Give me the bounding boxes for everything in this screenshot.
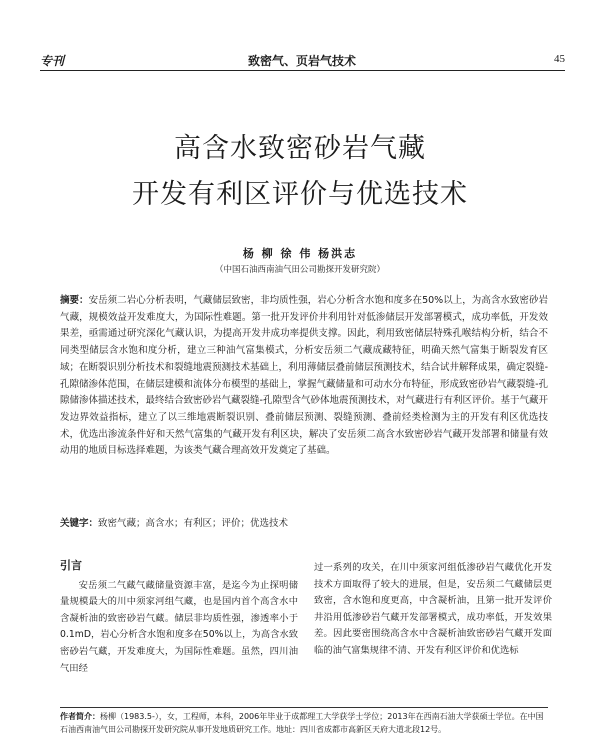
title-line-2: 开发有利区评价与优选技术 [132, 179, 468, 210]
body-column-right [314, 560, 552, 660]
intro-paragraph-left: 安岳须二气藏气藏储量资源丰富，是迄今为止探明储量规模最大的川中须家河组气藏，也是国内首个高含水中含凝析油的致密砂岩气藏。储层非均质性强，渗透率小于0.1mD，岩心分析含水饱和度多在50%以上，为高含水致密砂岩气藏，开发难度大，为国际性难题。虽然，四川油气田经 [60, 579, 298, 674]
running-header [40, 50, 565, 71]
keywords-label: 关键字： [60, 518, 99, 529]
abstract [60, 293, 548, 460]
abstract-label: 摘要： [60, 295, 89, 306]
keywords-text: 致密气藏；高含水；有利区；评价；优选技术 [98, 518, 289, 529]
journal-label: 专刊 [40, 54, 65, 68]
authors: 杨 柳 徐 伟 杨洪志 [242, 247, 358, 260]
paper-title [40, 126, 560, 218]
body-column-left [60, 558, 298, 677]
keywords [60, 517, 548, 531]
intro-heading: 引言 [60, 559, 82, 572]
footnote-divider [60, 707, 548, 708]
footnote-text: 杨柳（1983.5-），女，工程师，本科，2006年毕业于成都理工大学获学士学位；2013年在西南石油大学获硕士学位。在中国石油西南油气田公司勘探开发研究院从事开发地质研究工作。地址：四川省成都市高新区天府大道北段12号。 [60, 712, 544, 734]
affiliation: （中国石油西南油气田公司勘探开发研究院） [214, 265, 385, 275]
author-footnote [60, 710, 548, 736]
footnote-label: 作者简介： [60, 712, 100, 721]
intro-paragraph-right: 过一系列的攻关，在川中须家河组低渗砂岩气藏优化开发技术方面取得了较大的进展，但是，安岳须二气藏储层更致密，含水饱和度更高，中含凝析油，且第一批开发评价井沿用低渗砂岩气藏开发部署模式，成功率低，开发效果差。因此要密围绕高含水中含凝析油致密砂岩气藏开发面临的油气富集规律不清、开发有利区评价和优选标 [314, 562, 552, 656]
page-number: 45 [554, 53, 565, 65]
abstract-text: 安岳须二岩心分析表明，气藏储层致密，非均质性强，岩心分析含水饱和度多在50%以上，为高含水致密砂岩气藏，规模效益开发难度大，为国际性难题。第一批开发评价井利用针对低渗储层开发部署模式，成功率低，开发效果差，亟需通过研究深化气藏认识，为提高开发井成功率提供支撑。因此，利用致密储层特殊孔喉结构分析，结合不同类型储层含水饱和度分析，建立三种油气富集模式，分析安岳须二气藏成藏特征，明确天然气富集于断裂发育区域；在断裂识别分析技术和裂缝地震预测技术基础上，利用薄储层叠前储层预测技术，结合试井解释成果，确定裂缝-孔隙储渗体范围，在储层建模和流体分布模型的基础上，掌握气藏储量和可动水分布特征，形成致密砂岩气藏裂缝-孔隙储渗体描述技术，最终结合致密砂岩气藏裂缝-孔隙型含气砂体地震预测技术，对气藏进行有利区评价。基于气藏开发边界效益指标，建立了以三维地震断裂识别、叠前储层预测、裂缝预测、叠前烃类检测为主的开发有利区优选技术，优选出渗流条件好和天然气富集的气藏开发有利区块，解决了安岳须二高含水致密砂岩气藏开发部署和储量有效动用的地质目标选择难题，为该类气藏合理高效开发奠定了基础。 [60, 295, 548, 457]
title-line-1: 高含水致密砂岩气藏 [174, 133, 426, 164]
section-title: 致密气、页岩气技术 [248, 54, 357, 68]
